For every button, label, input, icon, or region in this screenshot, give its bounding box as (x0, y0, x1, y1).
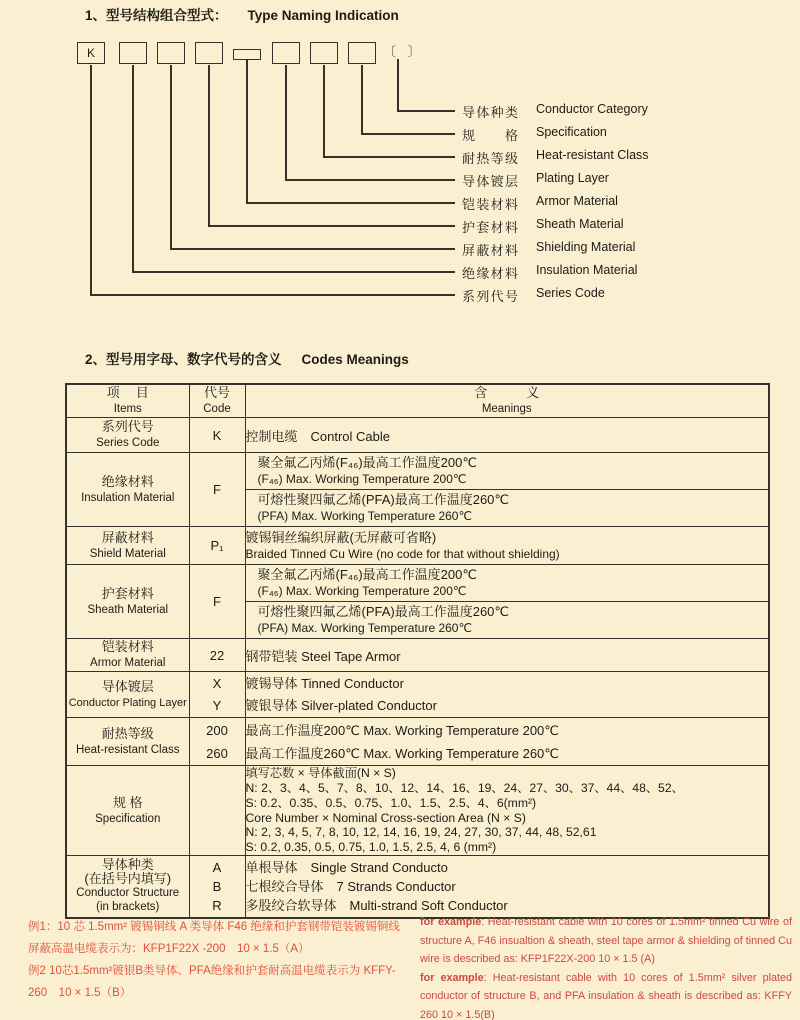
diagram-label-en: Insulation Material (536, 263, 638, 277)
code-box (310, 42, 338, 64)
connector-vertical-line (132, 65, 134, 271)
table-row-shield: 屏蔽材料 Shield Material P₁ 镀锡铜丝编织屏蔽(无屏蔽可省略) Braided Tinned Cu Wire (no code for that without shielding) (66, 527, 769, 565)
diagram-label-cn: 导体镀层 (462, 174, 518, 189)
table-row-sheath: 护套材料 Sheath Material F 聚全氟乙丙烯(F₄₆)最高工作温度200℃ (F₄₆) Max. Working Temperature 200℃ 可熔性聚四氟乙烯(PFA)最高工作温度260℃ (PFA) Max. Working Temperature 260℃ (66, 565, 769, 639)
diagram-label-cn: 铠装材料 (462, 197, 518, 212)
diagram-label-en: Specification (536, 125, 607, 139)
connector-vertical-line (208, 65, 210, 225)
connector-vertical-line (361, 65, 363, 133)
header-code: 代号 Code (189, 384, 245, 418)
connector-horizontal-line (90, 294, 455, 296)
example-1-en: for example: Heat-resistant cable with 10 cores of 1.5mm² tinned Cu wire of structure A, F46 insualtion & sheath, steel tape armor & shielding of tinned Cu wire is described as: KFP1F22X-200 10 × 1.5 (A) (420, 916, 792, 965)
connector-vertical-line (90, 65, 92, 294)
connector-vertical-line (170, 65, 172, 248)
diagram-label (462, 194, 618, 213)
section1-number: 1、 (85, 8, 107, 23)
diagram-label-cn: 系列代号 (462, 289, 518, 304)
connector-vertical-line (285, 65, 287, 179)
code-box (195, 42, 223, 64)
header-meanings: 含 义 Meanings (245, 384, 769, 418)
example-2-en: for example: Heat-resistant cable with 10 cores of 1.5mm² silver plated conductor of structure B, and PFA insulation & sheath is described as: KFFY 260 10 × 1.5(B) (420, 971, 792, 1020)
diagram-label-cn: 护套材料 (462, 220, 518, 235)
connector-vertical-line (323, 65, 325, 156)
diagram-label (462, 217, 624, 236)
code-box (348, 42, 376, 64)
table-row-specification: 规 格 Specification 填写芯数 × 导体截面(N × S) N: 2、3、4、5、7、8、10、12、14、16、19、24、27、30、37、44、48、52、 S: 0.2、0.35、0.5、0.75、1.0、1.5、2.5、4、6(mm²) Core Number × Nominal Cross-section Area (N × S) N: 2, 3, 4, 5, 7, 8, 10, 12, 14, 16, 19, 24, 27, 30, 37, 44, 48, 52,61 S: 0.2, 0.35, 0.5, 0.75, 1.0, 1.5, 2.5, 4, 6 (mm²) (66, 766, 769, 856)
diagram-label (462, 125, 607, 144)
diagram-label (462, 263, 638, 282)
connector-horizontal-line (285, 179, 455, 181)
diagram-label (462, 148, 649, 167)
codes-meanings-table (65, 383, 770, 919)
table-row-conductor-structure: 导体种类 (在括号内填写) Conductor Structure (in brackets) A B R 单根导体 Single Strand Conducto 七根绞合导体 7 Strands Conductor 多股绞合软导体 Multi-strand Soft Conductor (66, 856, 769, 918)
connector-horizontal-line (361, 133, 455, 135)
connector-vertical-line (246, 60, 248, 203)
diagram-label-en: Shielding Material (536, 240, 636, 254)
section2-title-en: Codes Meanings (301, 352, 409, 367)
diagram-label-en: Heat-resistant Class (536, 148, 649, 162)
diagram-label (462, 171, 609, 190)
section2-title-cn: 型号用字母、数字代号的含义 (106, 352, 282, 367)
connector-horizontal-line (323, 156, 455, 158)
connector-horizontal-line (246, 202, 455, 204)
example-2-cn: 例2 10芯1.5mm²镀银B类导体、PFA绝缘和护套耐高温电缆表示为 KFFY-260 10 × 1.5（B） (28, 965, 396, 999)
section1-title-cn: 型号结构组合型式： (106, 8, 228, 23)
diagram-label-en: Armor Material (536, 194, 618, 208)
connector-horizontal-line (132, 271, 455, 273)
section1-title-en: Type Naming Indication (247, 8, 399, 23)
table-row-series-code: 系列代号 Series Code K 控制电缆 Control Cable (66, 418, 769, 453)
connector-vertical-line (397, 59, 399, 110)
type-naming-diagram (0, 0, 800, 340)
header-items: 项 目 Items (66, 384, 189, 418)
diagram-label (462, 102, 648, 121)
table-header-row (66, 384, 769, 418)
connector-horizontal-line (397, 110, 455, 112)
diagram-label-en: Conductor Category (536, 102, 648, 116)
diagram-label (462, 240, 636, 259)
diagram-label-cn: 绝缘材料 (462, 266, 518, 281)
code-box (119, 42, 147, 64)
diagram-label-en: Sheath Material (536, 217, 624, 231)
example-1-cn: 例1：10 芯 1.5mm² 镀锡铜线 A 类导体 F46 绝缘和护套钢带铠装镀锡铜线屏蔽高温电缆表示为：KFP1F22X -200 10 × 1.5（A） (28, 921, 400, 955)
diagram-label-cn: 导体种类 (462, 105, 518, 120)
diagram-label-cn: 规格 (462, 128, 518, 143)
table-row-insulation: 绝缘材料 Insulation Material F 聚全氟乙丙烯(F₄₆)最高工作温度200℃ (F₄₆) Max. Working Temperature 200℃ 可熔性聚四氟乙烯(PFA)最高工作温度260℃ (PFA) Max. Working Temperature 260℃ (66, 453, 769, 527)
table-row-armor: 铠装材料 Armor Material 22 钢带铠装 Steel Tape Armor (66, 639, 769, 672)
diagram-label-en: Series Code (536, 286, 605, 300)
diagram-label-cn: 耐热等级 (462, 151, 518, 166)
diagram-label (462, 286, 605, 305)
footnote-examples-cn (28, 916, 400, 1004)
series-code-box: K (77, 42, 105, 64)
diagram-label-cn: 屏蔽材料 (462, 243, 518, 258)
code-box-small (233, 49, 261, 60)
footnote-examples-en (420, 913, 792, 1020)
section2-number: 2、 (85, 352, 107, 367)
code-box (157, 42, 185, 64)
connector-horizontal-line (208, 225, 455, 227)
diagram-label-en: Plating Layer (536, 171, 609, 185)
section2-title (85, 348, 409, 368)
table-row-heat-class: 耐热等级 Heat-resistant Class 200 260 最高工作温度200℃ Max. Working Temperature 200℃ 最高工作温度260℃ Max. Working Temperature 260℃ (66, 718, 769, 766)
brackets-slot: 〔 〕 (383, 44, 425, 59)
code-box (272, 42, 300, 64)
connector-horizontal-line (170, 248, 455, 250)
table-row-plating: 导体镀层 Conductor Plating Layer X Y 镀锡导体 Tinned Conductor 镀银导体 Silver-plated Conductor (66, 672, 769, 718)
